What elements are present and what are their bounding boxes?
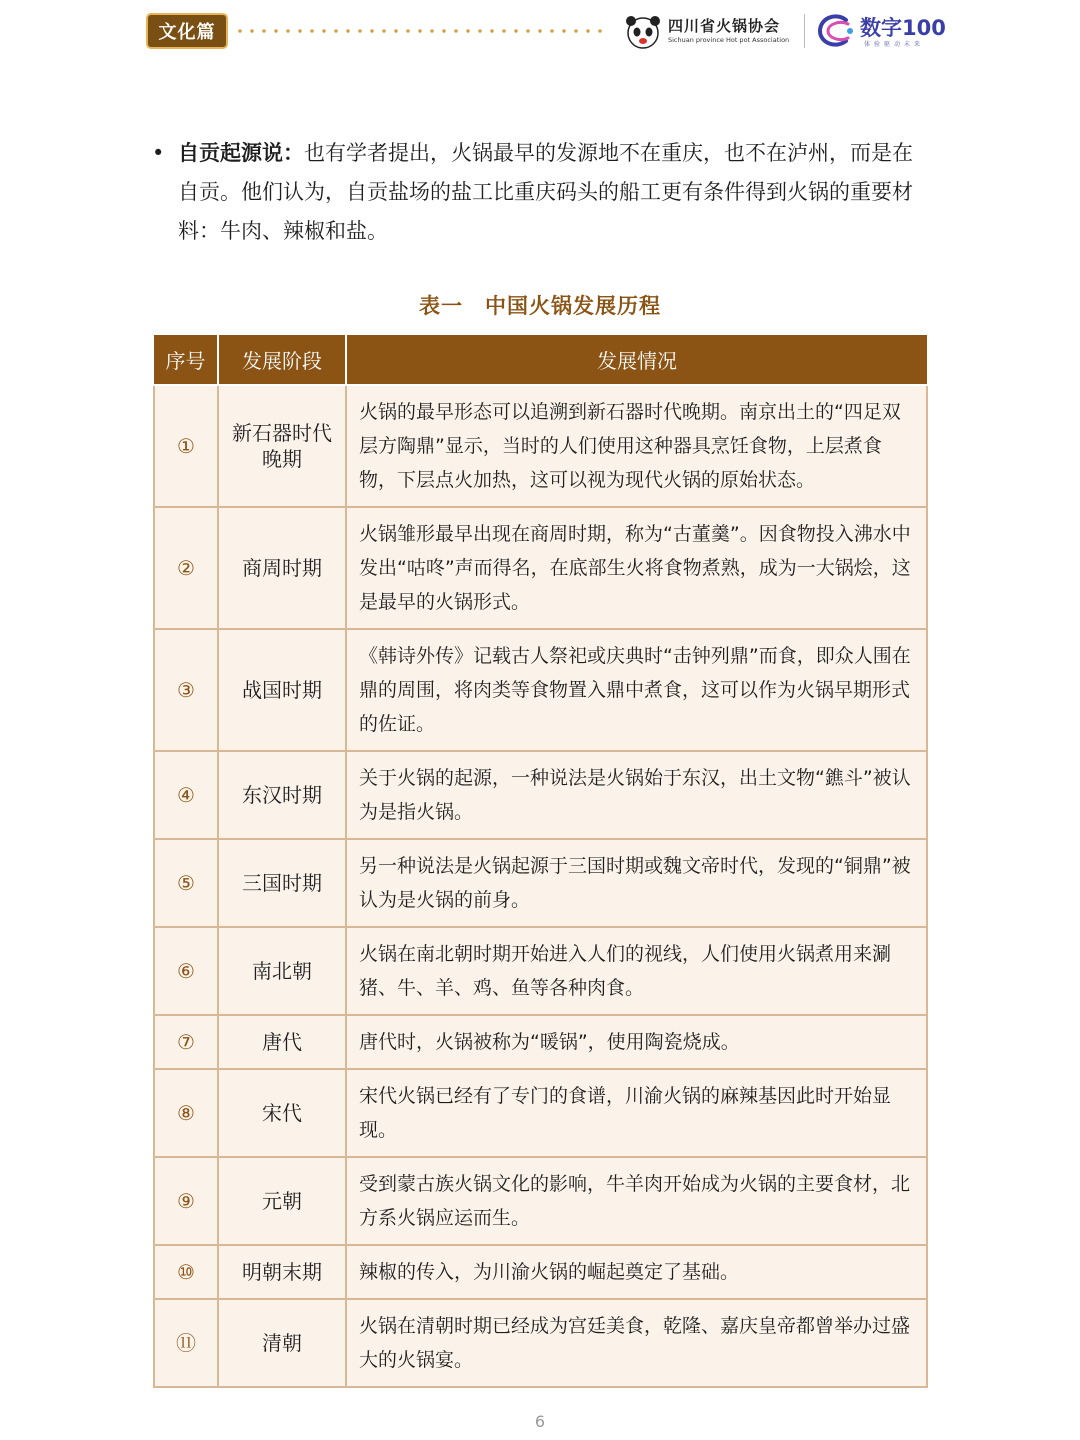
header-stage: 发展阶段 [218,335,346,385]
table-row [154,1245,927,1299]
table-title: 表一 中国火锅发展历程 [419,294,661,318]
table-row [154,927,927,1015]
section-badge: 文化篇 [146,13,228,49]
row-stage: 东汉时期 [218,751,346,839]
row-description: 另一种说法是火锅起源于三国时期或魏文帝时代，发现的“铜鼎”被认为是火锅的前身。 [346,839,927,927]
row-number: ④ [154,751,218,839]
table-row [154,839,927,927]
row-number: ① [154,385,218,507]
row-number: ⑥ [154,927,218,1015]
table-row [154,751,927,839]
partner-tagline: 体验驱动未来 [864,41,925,48]
row-stage: 南北朝 [218,927,346,1015]
table-row [154,1015,927,1069]
partner-name: 数字100 [860,16,946,40]
table-row [154,1069,927,1157]
row-stage: 明朝末期 [218,1245,346,1299]
logo-separator [804,14,805,48]
row-description: 辣椒的传入，为川渝火锅的崛起奠定了基础。 [346,1245,927,1299]
intro-lead: 自贡起源说： [178,141,304,165]
row-description: 唐代时，火锅被称为“暖锅”，使用陶瓷烧成。 [346,1015,927,1069]
page-number: 6 [534,1412,546,1431]
row-number: ③ [154,629,218,751]
association-logo [624,12,804,52]
row-stage: 新石器时代晚期 [218,385,346,507]
row-number: ② [154,507,218,629]
panda-icon [624,14,662,50]
header-number: 序号 [154,335,218,385]
table-row [154,629,927,751]
row-number: ⑧ [154,1069,218,1157]
row-number: ⑪ [154,1299,218,1387]
dotted-divider [234,29,604,33]
row-description: 火锅在南北朝时期开始进入人们的视线，人们使用火锅煮用来涮猪、牛、羊、鸡、鱼等各种肉食。 [346,927,927,1015]
row-stage: 宋代 [218,1069,346,1157]
bullet-icon: • [152,141,165,165]
row-description: 火锅的最早形态可以追溯到新石器时代晚期。南京出土的“四足双层方陶鼎”显示，当时的人们使用这种器具烹饪食物，上层煮食物，下层点火加热，这可以视为现代火锅的原始状态。 [346,385,927,507]
page-header [0,0,1080,64]
partner-logo [814,10,944,52]
row-number: ⑩ [154,1245,218,1299]
header-description: 发展情况 [346,335,927,385]
table-header-row [154,335,927,385]
row-description: 宋代火锅已经有了专门的食谱，川渝火锅的麻辣基因此时开始显现。 [346,1069,927,1157]
row-stage: 商周时期 [218,507,346,629]
row-description: 受到蒙古族火锅文化的影响，牛羊肉开始成为火锅的主要食材，北方系火锅应运而生。 [346,1157,927,1245]
row-stage: 三国时期 [218,839,346,927]
row-number: ⑤ [154,839,218,927]
row-stage: 唐代 [218,1015,346,1069]
intro-text: 也有学者提出，火锅最早的发源地不在重庆，也不在泸州，而是在自贡。他们认为，自贡盐场的盐工比重庆码头的船工更有条件得到火锅的重要材料：牛肉、辣椒和盐。 [178,141,913,243]
row-description: 火锅在清朝时期已经成为宫廷美食，乾隆、嘉庆皇帝都曾举办过盛大的火锅宴。 [346,1299,927,1387]
row-description: 火锅雏形最早出现在商周时期，称为“古董羹”。因食物投入沸水中发出“咕咚”声而得名，在底部生火将食物煮熟，成为一大锅烩，这是最早的火锅形式。 [346,507,927,629]
row-stage: 清朝 [218,1299,346,1387]
table-row [154,507,927,629]
association-name: 四川省火锅协会 [668,17,781,35]
hotpot-history-table [153,335,928,1388]
row-stage: 元朝 [218,1157,346,1245]
table-row [154,385,927,507]
shuzi100-icon [814,12,856,50]
intro-paragraph [178,134,928,251]
row-stage: 战国时期 [218,629,346,751]
row-description: 关于火锅的起源，一种说法是火锅始于东汉，出土文物“鐎斗”被认为是指火锅。 [346,751,927,839]
association-english-name: Sichuan province Hot pot Association [668,36,790,44]
table-row [154,1157,927,1245]
table-row [154,1299,927,1387]
row-description: 《韩诗外传》记载古人祭祀或庆典时“击钟列鼎”而食，即众人围在鼎的周围，将肉类等食物置入鼎中煮食，这可以作为火锅早期形式的佐证。 [346,629,927,751]
row-number: ⑨ [154,1157,218,1245]
row-number: ⑦ [154,1015,218,1069]
